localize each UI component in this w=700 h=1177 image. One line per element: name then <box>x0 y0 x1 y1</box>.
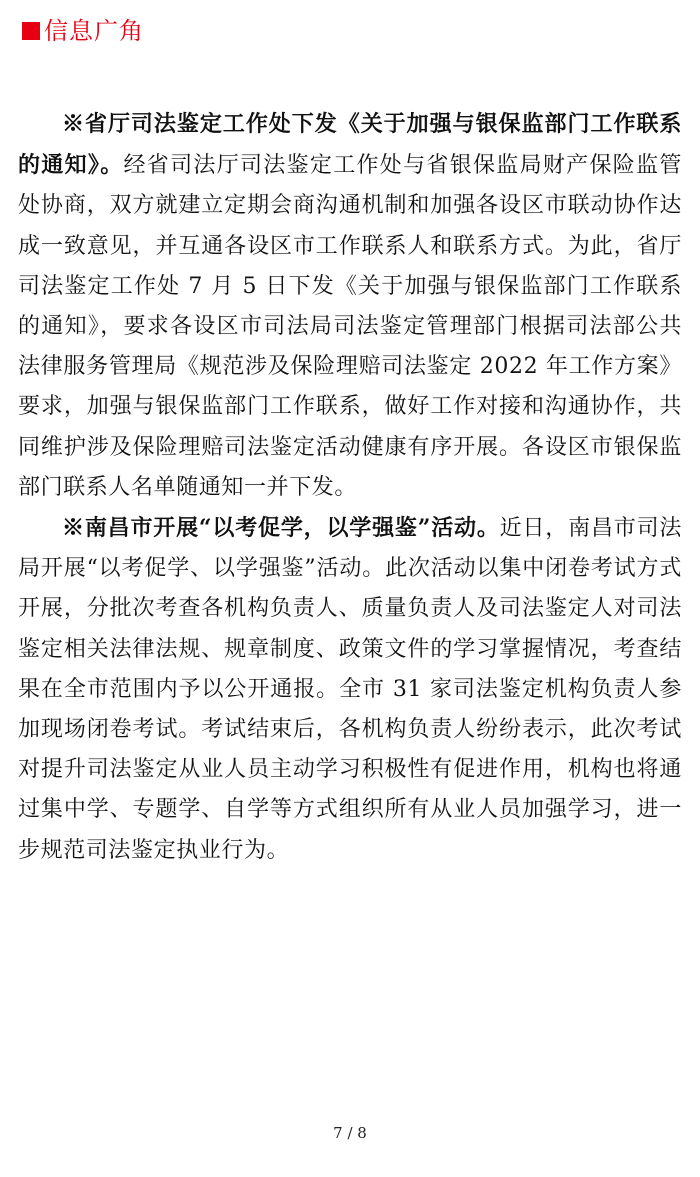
article-item <box>18 104 682 508</box>
article-headline: ※省厅司法鉴定工作处下发《关于加强与银保监部门工作联系的通知》。 <box>18 111 682 179</box>
article-list <box>18 104 682 871</box>
red-square-icon <box>22 22 40 40</box>
page-number: 7 / 8 <box>333 1124 367 1142</box>
article-body: 近日，南昌市司法局开展“以考促学、以学强鉴”活动。此次活动以集中闭卷考试方式开展，分批次考查各机构负责人、质量负责人及司法鉴定人对司法鉴定相关法律法规、规章制度、政策文件的学习掌握情况，考查结果在全市范围内予以公开通报。全市 31 家司法鉴定机构负责人参加现场闭卷考试。考试结束后，各机构负责人纷纷表示，此次考试对提升司法鉴定从业人员主动学习积极性有促进作用，机构也将通过集中学、专题学、自学等方式组织所有从业人员加强学习，进一步规范司法鉴定执业行为。 <box>18 516 682 863</box>
section-header <box>22 14 144 48</box>
article-body: 经省司法厅司法鉴定工作处与省银保监局财产保险监管处协商，双方就建立定期会商沟通机制和加强各设区市联动协作达成一致意见，并互通各设区市工作联系人和联系方式。为此，省厅司法鉴定工作处 7 月 5 日下发《关于加强与银保监部门工作联系的通知》，要求各设区市司法局司法鉴定管理部门根据司法部公共法律服务管理局《规范涉及保险理赔司法鉴定 2022 年工作方案》要求，加强与银保监部门工作联系，做好工作对接和沟通协作，共同维护涉及保险理赔司法鉴定活动健康有序开展。各设区市银保监部门联系人名单随通知一并下发。 <box>18 153 682 500</box>
section-title: 信息广角 <box>44 17 144 45</box>
article-item <box>18 508 682 871</box>
article-headline: ※南昌市开展“以考促学，以学强鉴”活动。 <box>62 515 500 542</box>
